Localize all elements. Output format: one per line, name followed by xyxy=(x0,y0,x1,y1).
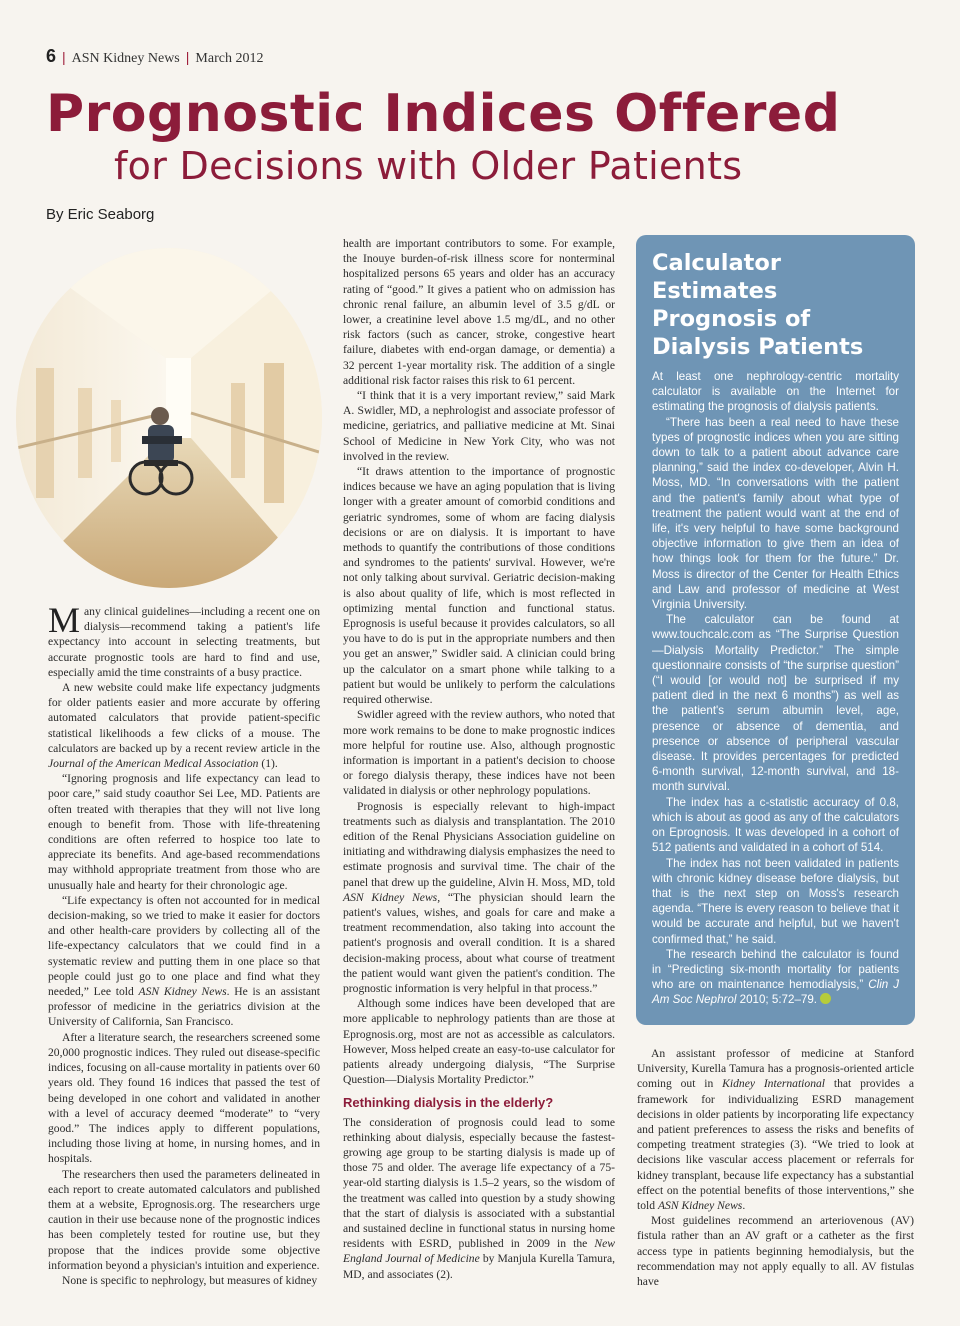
paragraph: The researchers then used the parameters delineated in each report to create automated calculators and published them at a website, Eprognosis.org. The researchers urge caution in their use because none of the prognostic indices has been completely tested for routine use, but they propose that the indices provide some objective information beyond a physician's intuition and experience. xyxy=(48,1167,320,1272)
paragraph-text: . He is an assistant professor of medicine in the geriatrics division at the University of California, San Francisco. xyxy=(48,985,320,1029)
sidebar-paragraph xyxy=(652,947,899,1008)
paragraph-text: Prognosis is especially relevant to high-impact treatments such as dialysis and transplantation. The 2010 edition of the Renal Physicians Association guideline on initiating and withdrawing dialysis emphasizes the need to estimate prognosis and survival time. The chair of the panel that drew up the guideline, Alvin H. Moss, MD, told xyxy=(343,799,615,889)
sidebar-text: 2010; 5:72–79. xyxy=(736,993,818,1007)
paragraph-text: (1). xyxy=(258,757,278,771)
sidebar-paragraph: The index has a c-statistic accuracy of 0.8, which is about as good as any of the calculators on Eprognosis. It was developed in a cohort of 512 patients and validated in a cohort of 514. xyxy=(652,795,899,855)
journal-name: Clin J Am Soc Nephrol xyxy=(652,978,899,1007)
sidebar-paragraph: The index has not been validated in patients with chronic kidney disease before dialysis, but that is the next step on Moss's research agenda. “There is every reason to believe that it would be accurate and helpful, but we haven't confirmed that,” he said. xyxy=(652,856,899,946)
sidebar-paragraph: The calculator can be found at www.touchcalc.com as “The Surprise Question—Dialysis Mortality Predictor.” The simple questionnaire consists of “the surprise question” (“I would [or would not] be surprised if my patient died in the next 6 months”) as well as the patient's serum albumin level, age, presence or absence of dementia, and presence or absence of peripheral vascular disease. It provides percentages for predicted 6-month survival, 12-month survival, and 18-month survival. xyxy=(652,613,899,794)
paragraph xyxy=(48,893,320,1030)
article-column-3 xyxy=(637,1046,914,1289)
journal-name: Journal of the American Medical Association xyxy=(48,757,259,771)
paragraph-text: that provides a framework for individualizing ESRD management decisions in older patients by incorporating life expectancy and patient preferences to assess the risks and benefits of competing treatment strategies (3). “We tried to look at decisions like vascular access placement or referrals for kidney transplant, because life expectancy has a substantial effect on the potential benefits of those interventions,” she told xyxy=(637,1077,914,1213)
paragraph: None is specific to nephrology, but measures of kidney xyxy=(62,1273,318,1287)
paragraph-text: An assistant professor of medicine at Stanford University, Kurella Tamura has a prognosis-oriented article coming out in xyxy=(637,1047,914,1091)
publication-ref: ASN Kidney News xyxy=(138,985,227,999)
paragraph-text: A new website could make life expectancy judgments for older patients easier and more accurate by offering automated calculators that provide patient-specific statistical likelihoods a few clicks of a mouse. The calculators are backed up by a recent review article in the xyxy=(48,681,320,755)
paragraph: “I think that it is a very important review,” said Mark A. Swidler, MD, a nephrologist and associate professor of medicine, geriatrics, and palliative medicine at Mt. Sinai School of Medicine in New York City, who was not involved in the review. xyxy=(343,389,615,463)
lead-paragraph xyxy=(48,600,320,680)
paragraph-text: by Manjula Kurella Tamura, MD, and associates (2). xyxy=(343,1252,615,1281)
lead-paragraph-text: any clinical guidelines—including a recent one on dialysis—recommend taking a patient's life expectancy into account in selecting treatments, but accurate prognostic tools are hard to find and use, especially amid the time constraints of a busy practice. xyxy=(48,605,320,679)
headline-line-2: for Decisions with Older Patients xyxy=(114,144,743,188)
paragraph: After a literature search, the researchers screened some 20,000 prognostic indices. They ruled out disease-specific indices, focusing on all-cause mortality in patients over 60 years old. They found 16 indices that passed the test of being developed in one cohort and validated in another with a level of accuracy deemed “moderate” to “very good.” The indices apply to different populations, including those living at home, in nursing homes, and in hospitals. xyxy=(48,1030,320,1166)
section-subhead: Rethinking dialysis in the elderly? xyxy=(343,1095,554,1111)
paragraph-text: “Life expectancy is often not accounted for in medical decision-making, so we tried to make it easier for doctors and other health-care providers by collecting all of the life-expectancy calculators that we could find in a systematic review and putting them in one place so that people could just go to one place and find what they needed,” Lee told xyxy=(48,893,320,999)
header-separator-2: | xyxy=(185,49,190,65)
sidebar-box xyxy=(636,235,915,1025)
publication-ref: ASN Kidney News xyxy=(657,1199,743,1213)
journal-name: Kidney International xyxy=(722,1077,826,1091)
sidebar-body xyxy=(652,369,899,1008)
paragraph xyxy=(343,799,615,997)
journal-name: New England Journal of Medicine xyxy=(343,1237,615,1266)
byline: By Eric Seaborg xyxy=(46,206,155,223)
paragraph: “It draws attention to the importance of prognostic indices because we have an aging population that is living longer with a greater amount of comorbid conditions and geriatric syndromes, some of whom are facing dialysis decisions or are on dialysis. It is important to have methods to quantify the contributions of those conditions and syndromes to the patients' survival. However, we're not only talking about survival. Geriatric decision-making is also about quality of life, which is most reflected in optimizing mental function and functional status. Eprognosis is useful because it provides calculators, so all you have to do is put in the appropriate numbers and then you get an answer,” Swidler said. A clinician could bring up the calculator on a smart phone while talking to a patient but would be unlikely to perform the calculations required otherwise. xyxy=(343,465,615,707)
paragraph-text: “The physician should learn the patient's values, wishes, and goals for care and make a treatment recommendation, also taking into account the patient's prognosis and overall condition. It is a shared decision-making process, about what course of treatment the patient would want given the patient's condition. The prognostic information is very helpful in that process.” xyxy=(343,890,615,995)
photo-illustration xyxy=(16,248,322,588)
paragraph-text: . xyxy=(742,1199,746,1213)
header-separator: | xyxy=(62,49,66,65)
drop-cap: M xyxy=(48,600,81,640)
paragraph xyxy=(343,1115,615,1282)
paragraph xyxy=(637,1046,914,1213)
headline-line-1: Prognostic Indices Offered xyxy=(46,84,841,144)
article-column-1 xyxy=(48,600,320,1288)
paragraph: Most guidelines recommend an arteriovenous (AV) fistula rather than an AV graft or a catheter as the first access type in patients beginning hemodialysis, but the recommendation may not apply equally to all. AV fistulas have xyxy=(637,1214,914,1289)
sidebar-text: The research behind the calculator is found in “Predicting six-month mortality for patients who are on maintenance hemodialysis,” xyxy=(652,947,899,992)
publication-name: ASN Kidney News xyxy=(71,51,180,66)
paragraph: Although some indices have been developed that are more applicable to nephrology patients than are those at Eprognosis.org, most are not as accessible as calculators. However, Moss helped create an easy-to-use calculator for patients already undergoing dialysis, “The Surprise Question—Dialysis Mortality Predictor.” xyxy=(343,997,615,1087)
paragraph-text: The consideration of prognosis could lead to some rethinking about dialysis, especially because the fastest-growing age group to be starting dialysis is made up of those 75 and older. The average life expectancy of a 75-year-old starting dialysis is 1.5–2 years, so the wisdom of the treatment was called into question by a study showing that the start of dialysis is associated with a substantial and sustained decline in functional status in nursing home residents with ESRD, published in 2009 in the xyxy=(343,1115,615,1251)
paragraph xyxy=(48,680,320,771)
article-column-2 xyxy=(343,236,615,1282)
issue-date: March 2012 xyxy=(195,51,264,66)
sidebar-title: Calculator Estimates Prognosis of Dialysis Patients xyxy=(652,250,864,360)
paragraph: “Ignoring prognosis and life expectancy can lead to poor care,” said study coauthor Sei Lee, MD. Patients are often treated with therapies that they will not live long enough to benefit from. Those with life-threatening conditions are often referred to hospice too late to appreciate its benefits. And age-based recommendations may withhold appropriate treatment from those who are unusually hale and hearty for their chronologic age. xyxy=(48,772,320,892)
sidebar-paragraph: “There has been a real need to have these types of prognostic indices when you are sitting down to talk to a patient about advance care planning,” said the index co-developer, Alvin H. Moss, MD. “In conversations with the patient and the patient's family about what type of treatment the patient would want at the end of life, it's very helpful to have some background objective information to give them an idea of how things look for them for the future.” Dr. Moss is director of the Center for Health Ethics and Law and professor of medicine at West Virginia University. xyxy=(652,415,899,612)
paragraph: Swidler agreed with the review authors, who noted that more work remains to be done to make prognostic indices more helpful for routine use. Also, although prognostic information is important in a patient's decision to choose or forego dialysis therapy, these indices have not been validated in dialysis or other nephrology populations. xyxy=(343,708,615,798)
sidebar-paragraph: At least one nephrology-centric mortality calculator is available on the Internet for estimating the prognosis of dialysis patients. xyxy=(652,370,899,414)
publication-ref: ASN Kidney News, xyxy=(343,890,441,904)
paragraph: health are important contributors to some. For example, the Inouye burden-of-risk illness score for nonterminal hospitalized persons 65 years and older has an accuracy rating of “good.” It gives a patient who on admission has chronic renal failure, an albumin level of 3.5 g/dL or lower, a creatinine level above 1.5 mg/dL, and no other risk factors (such as cancer, stroke, congestive heart failure, diabetes with end-organ damage, or dementia) a 32 percent 1-year mortality risk. The addition of a single additional risk factor raises this risk to 61 percent. xyxy=(343,237,615,387)
page-number: 6 xyxy=(46,46,57,66)
hallway-wheelchair-photo xyxy=(16,248,322,588)
end-of-story-icon xyxy=(820,993,831,1004)
running-header xyxy=(46,46,263,67)
